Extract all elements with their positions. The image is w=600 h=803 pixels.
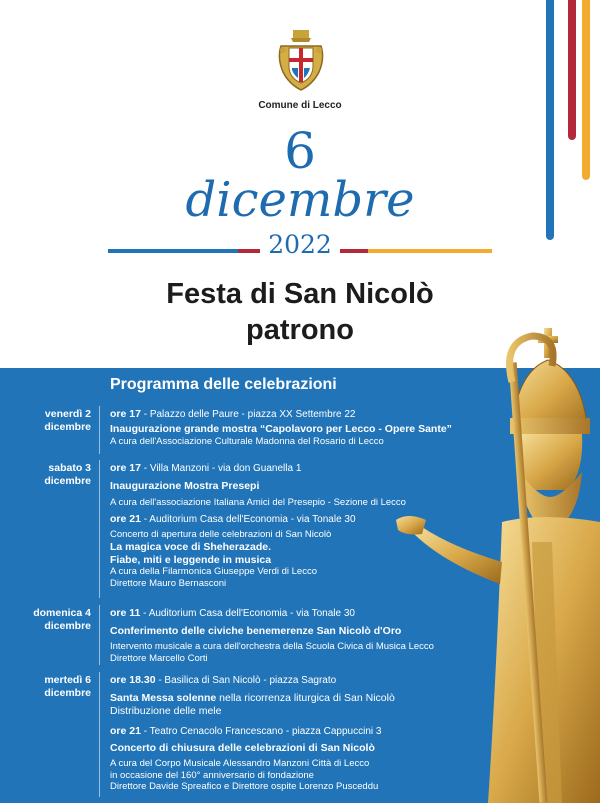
separator [99, 406, 100, 454]
date-day: 6 [284, 122, 316, 180]
comune-label: Comune di Lecco [258, 100, 342, 111]
day-label-friday: venerdì 2 dicembre [44, 408, 91, 434]
decor-bar-red [568, 0, 576, 140]
event-saturday-21: ore 21 - Auditorium Casa dell'Economia - via Tonale 30 Concerto di apertura delle celebrazioni di San Nicolò La magica voce di Sheherazade. Fiabe, miti e leggende in musica A cura della Filarmonica Giuseppe Verdi di Lecco Direttore Mauro Bernasconi [110, 513, 356, 589]
day-label-tuesday: mertedì 6 dicembre [44, 674, 91, 700]
day-label-saturday: sabato 3 dicembre [44, 462, 91, 488]
date-month: dicembre [185, 172, 415, 228]
event-tuesday-1830: ore 18.30 - Basilica di San Nicolò - piazza Sagrato Santa Messa solenne nella ricorrenza liturgica di San Nicolò Distribuzione delle mele [110, 674, 395, 717]
event-friday-17: ore 17 - Palazzo delle Paure - piazza XX Settembre 22 Inaugurazione grande mostra “Capolavoro per Lecco - Opere Sante” A cura dell'Associazione Culturale Madonna del Rosario di Lecco [110, 408, 452, 447]
separator [99, 460, 100, 598]
event-saturday-17: ore 17 - Villa Manzoni - via don Guanella 1 Inaugurazione Mostra Presepi A cura dell'associazione Italiana Amici del Presepio - Sezione di Lecco [110, 462, 406, 508]
page-title: Festa di San Nicolò patrono [166, 278, 434, 347]
event-sunday-11: ore 11 - Auditorium Casa dell'Economia - via Tonale 30 Conferimento delle civiche benemerenze San Nicolò d'Oro Intervento musicale a cura dell'orchestra della Scuola Civica di Musica Lecco Direttore Marcello Corti [110, 607, 434, 664]
separator [99, 672, 100, 797]
program-title: Programma delle celebrazioni [110, 376, 337, 393]
separator [99, 605, 100, 665]
date-year: 2022 [0, 230, 600, 259]
coat-of-arms-icon [273, 28, 329, 94]
event-tuesday-21: ore 21 - Teatro Cenacolo Francescano - piazza Cappuccini 3 Concerto di chiusura delle celebrazioni di San Nicolò A cura del Corpo Musicale Alessandro Manzoni Città di Lecco in occasione del 160° anniversario di fondazione Direttore Davide Spreafico e Direttore ospite Lorenzo Pusceddu [110, 725, 382, 793]
day-label-sunday: domenica 4 dicembre [33, 607, 91, 633]
